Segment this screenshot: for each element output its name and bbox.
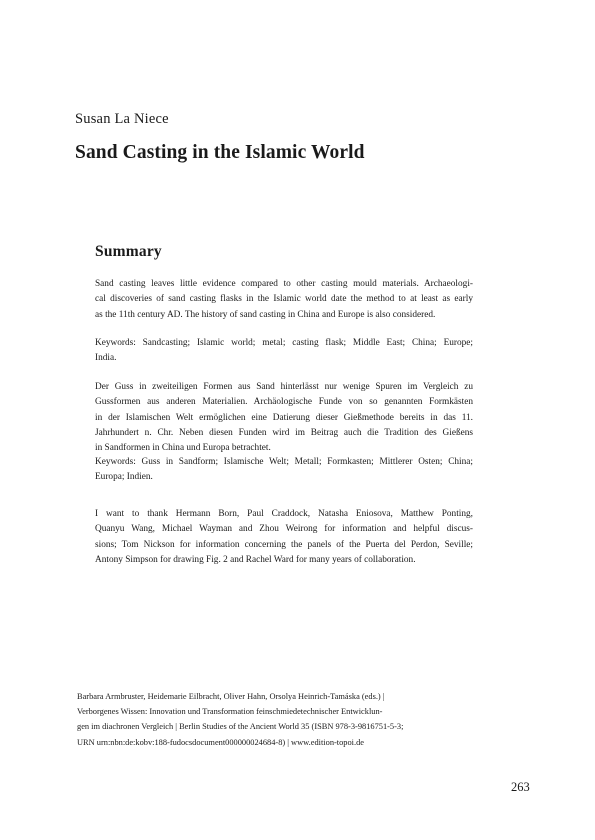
citation-line: gen im diachronen Vergleich | Berlin Studies of the Ancient World 35 (ISBN 978-3-9816751-5-3; [77, 722, 404, 732]
acknowledgements-line: Antony Simpson for drawing Fig. 2 and Rachel Ward for many years of collaboration. [95, 554, 416, 565]
english-abstract [95, 277, 473, 323]
german-keywords [95, 455, 473, 486]
citation-line: Barbara Armbruster, Heidemarie Eilbracht, Oliver Hahn, Orsolya Heinrich-Tamáska (eds.) | [77, 692, 385, 701]
german-keywords-line: Keywords: Guss in Sandform; Islamische Welt; Metall; Formkasten; Mittlerer Osten; China; [95, 457, 473, 467]
summary-heading: Summary [95, 243, 162, 260]
german-abstract-line: Gussformen aus anderen Materialien. Archäologische Funde von so genannten Formkästen [95, 397, 473, 408]
english-abstract-line: cal discoveries of sand casting flasks in the Islamic world date the method to at least as early [95, 294, 473, 305]
acknowledgements-line: Quanyu Wang, Michael Wayman and Zhou Weirong for information and helpful discus- [95, 524, 473, 535]
german-keywords-line: Europa; Indien. [95, 472, 153, 483]
english-keywords-line: Keywords: Sandcasting; Islamic world; metal; casting flask; Middle East; China; Europe; [95, 338, 473, 348]
author-name: Susan La Niece [75, 111, 169, 127]
german-abstract-line: Jahrhundert n. Chr. Neben diesen Funden wird im Beitrag auch die Tradition des Gießens [95, 427, 473, 438]
citation-footer [77, 689, 403, 750]
page-number: 263 [511, 780, 530, 794]
german-abstract-line: in der Islamischen Welt ermöglichen eine Datierung dieser Gießmethode bereits in das 11. [95, 412, 473, 423]
german-abstract [95, 380, 473, 456]
english-abstract-line: as the 11th century AD. The history of sand casting in China and Europe is also considered. [95, 309, 436, 320]
citation-line: Verborgenes Wissen: Innovation und Transformation feinschmiedetechnischer Entwicklun- [77, 707, 383, 717]
acknowledgements-line: sions; Tom Nickson for information concerning the panels of the Puerta del Perdon, Seville; [95, 539, 473, 550]
english-keywords [95, 336, 473, 367]
acknowledgements-line: I want to thank Hermann Born, Paul Craddock, Natasha Eniosova, Matthew Ponting, [95, 509, 473, 519]
article-title: Sand Casting in the Islamic World [75, 142, 365, 163]
acknowledgements [95, 507, 473, 568]
citation-line: URN urn:nbn:de:kobv:188-fudocsdocument000000024684-8) | www.edition-topoi.de [77, 737, 365, 747]
english-abstract-line: Sand casting leaves little evidence compared to other casting mould materials. Archaeologi- [95, 279, 473, 289]
german-abstract-line: Der Guss in zweiteiligen Formen aus Sand hinterlässt nur wenige Spuren im Vergleich zu [95, 382, 473, 392]
german-abstract-line: in Sandformen in China und Europa betrachtet. [95, 443, 271, 454]
english-keywords-line: India. [95, 353, 117, 364]
